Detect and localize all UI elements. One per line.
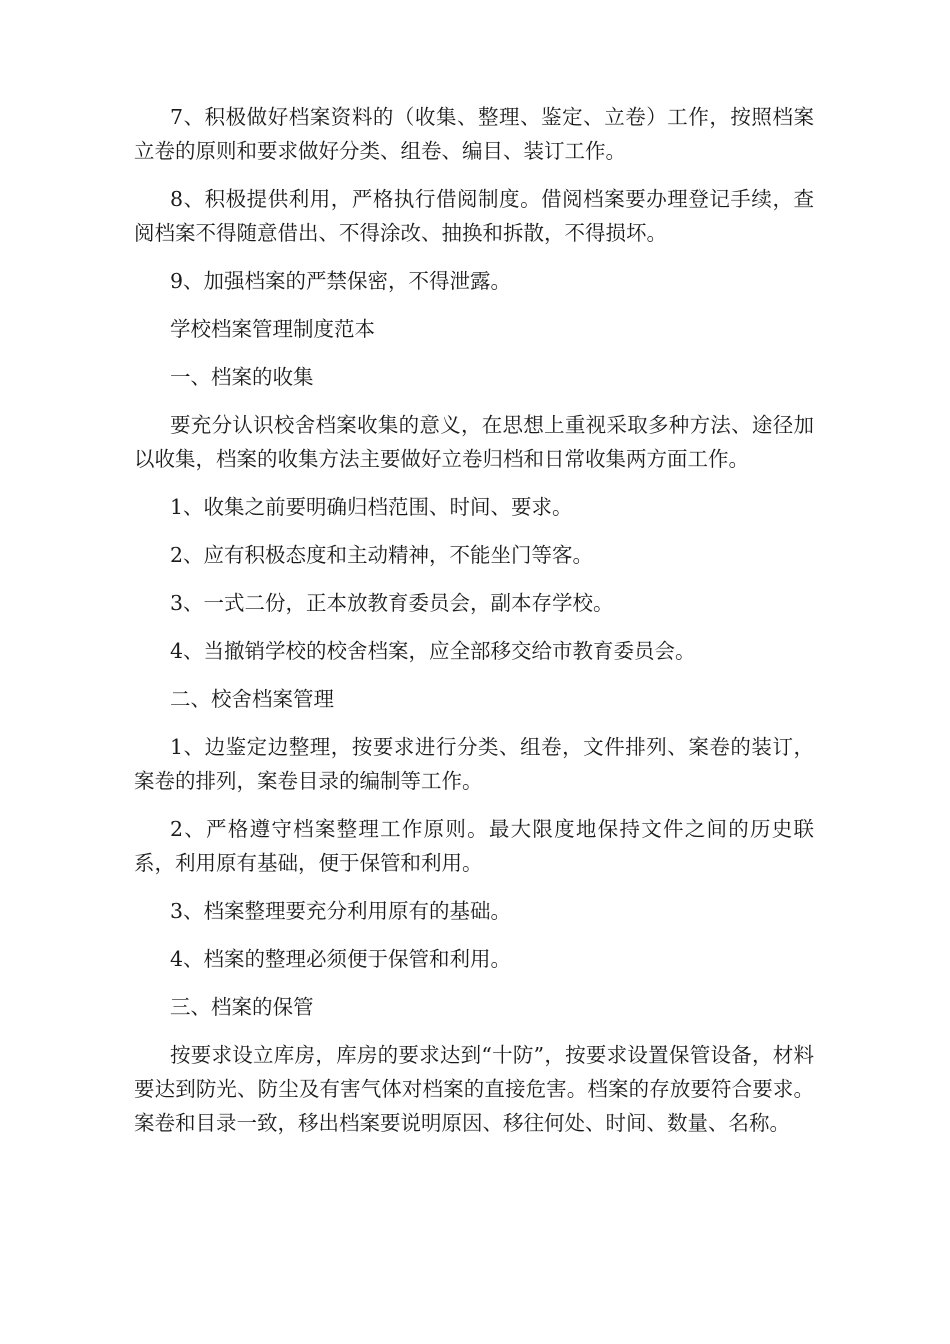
heading-storage: 三、档案的保管	[170, 995, 314, 1019]
heading-management: 二、校舍档案管理	[170, 687, 334, 711]
paragraph-storage: 按要求设立库房，库房的要求达到“十防”，按要求设置保管设备，材料要达到防光、防尘及有害气体对档案的直接危害。档案的存放要符合要求。案卷和目录一致，移出档案要说明原因、移往何处、时间、数量、名称。	[134, 1043, 814, 1135]
paragraph-collection-intro: 要充分认识校舍档案收集的意义，在思想上重视采取多种方法、途径加以收集，档案的收集方法主要做好立卷归档和日常收集两方面工作。	[134, 413, 814, 471]
paragraph-item-7: 7、积极做好档案资料的（收集、整理、鉴定、立卷）工作，按照档案立卷的原则和要求做好分类、组卷、编目、装订工作。	[134, 105, 814, 163]
paragraph-collection-1: 1、收集之前要明确归档范围、时间、要求。	[170, 495, 573, 519]
paragraph-management-3: 3、档案整理要充分利用原有的基础。	[170, 899, 512, 923]
paragraph-collection-4: 4、当撤销学校的校舍档案，应全部移交给市教育委员会。	[170, 639, 696, 663]
heading-collection: 一、档案的收集	[170, 365, 314, 389]
paragraph-management-1: 1、边鉴定边整理，按要求进行分类、组卷，文件排列、案卷的装订，案卷的排列，案卷目录的编制等工作。	[134, 735, 814, 793]
section-title: 学校档案管理制度范本	[170, 317, 375, 341]
paragraph-item-9: 9、加强档案的严禁保密，不得泄露。	[170, 269, 512, 293]
paragraph-item-8: 8、积极提供利用，严格执行借阅制度。借阅档案要办理登记手续，查阅档案不得随意借出、不得涂改、抽换和拆散，不得损坏。	[134, 187, 814, 245]
paragraph-collection-3: 3、一式二份，正本放教育委员会，副本存学校。	[170, 591, 614, 615]
document-page	[134, 100, 814, 1154]
paragraph-management-4: 4、档案的整理必须便于保管和利用。	[170, 947, 512, 971]
paragraph-collection-2: 2、应有积极态度和主动精神，不能坐门等客。	[170, 543, 594, 567]
paragraph-management-2: 2、严格遵守档案整理工作原则。最大限度地保持文件之间的历史联系，利用原有基础，便于保管和利用。	[134, 817, 814, 875]
